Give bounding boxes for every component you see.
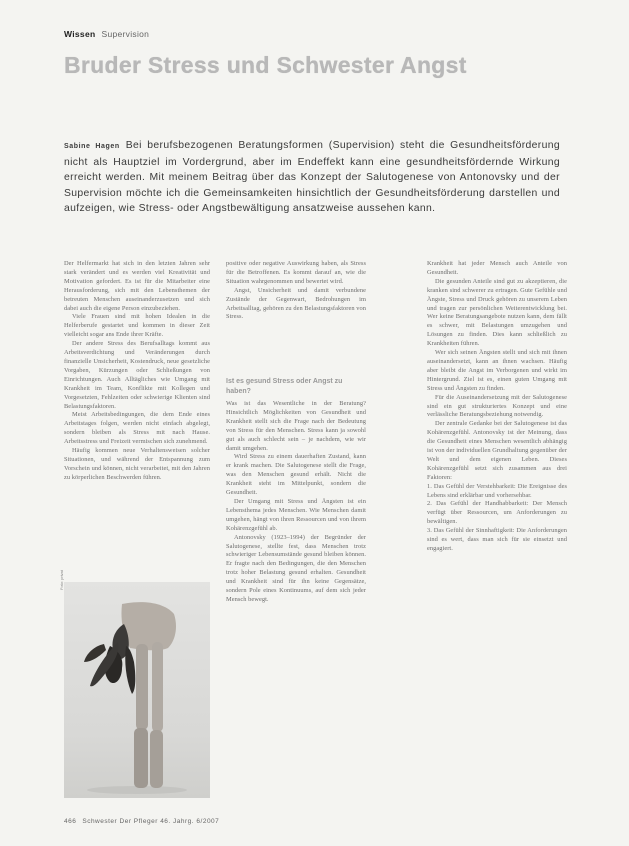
paragraph: Die gesunden Anteile sind gut zu akzeptieren, die kranken sind schwerer zu ertragen. Gute Gefühle und Ängste, Stress und Druck gehören zu unserem Leben und tragen zur persönlichen Weiterentwicklung bei. Wer keine Beratungsangebote nutzen kann, dem fällt es schwer, mit Belastungen umzugehen und Lösungen zu finden. Dies kann schließlich zu Krankheiten führen. (427, 277, 567, 348)
lead-text: Bei berufsbezogenen Beratungsformen (Supervision) steht die Gesundheitsförderung nicht als Hauptziel im Vordergrund, aber im Endeffekt kann eine gesundheitsfördernde Wirkung erreicht werden. Mit meinem Beitrag über das Konzept der Salutogenese von Antonovsky und der Supervision möchte ich die Gemeinsamkeiten hinsichtlich der Gesundheitsförderung darstellen und aufzeigen, wie Stress- oder Angstbewältigung ansatzweise aussehen kann. (64, 140, 560, 214)
article-lead (64, 138, 560, 217)
text-column-3 (427, 260, 567, 554)
paragraph: Wird Stress zu einem dauerhaften Zustand, kann er krank machen. Die Salutogenese stellt die Frage, was den Menschen gesund erhält. Nicht die Krankheit steht im Mittelpunkt, sondern die Gesundheit. (226, 453, 366, 497)
subsection-label: Supervision (101, 29, 150, 39)
paragraph: Der andere Stress des Berufsalltags kommt aus Arbeitsverdichtung und Veränderungen durch finanzielle Unsicherheit, Kostendruck, neue gesetzliche Vorgaben, Kürzungen oder Schließungen von Einrichtungen. Auch Alltägliches wie Umgang mit Krankheit im Team, Konflikte mit Kollegen und Vorgesetzten, Fehlzeiten oder schwierige Klienten sind Belastungsfaktoren. (64, 340, 210, 410)
bent-over-figure-illustration (64, 582, 210, 798)
section-subheading: Ist es gesund Stress oder Angst zu haben? (226, 378, 343, 395)
list-item: 3. Das Gefühl der Sinnhaftigkeit: Die Anforderungen sind es wert, dass man sich für sie einsetzt und engagiert. (427, 527, 567, 552)
page-footer (64, 818, 219, 825)
paragraph: Krankheit hat jeder Mensch auch Anteile von Gesundheit. (427, 260, 567, 276)
list-item: 2. Das Gefühl der Handhabbarkeit: Der Mensch verfügt über Ressourcen, um Anforderungen zu bewältigen. (427, 500, 567, 526)
list-item: 1. Das Gefühl der Verstehbarkeit: Die Ereignisse des Lebens sind erklärbar und vorhersehbar. (427, 482, 567, 499)
page-number: 466 (64, 818, 77, 825)
paragraph: Meist Arbeitsbedingungen, die dem Ende eines Arbeitstages folgen, werden nicht einfach abgelegt, sondern bleiben als Stress mit nach Hause. Arbeitsstress und Freizeit vermischen sich zunehmend. (64, 411, 210, 446)
text-column-1 (64, 260, 210, 483)
paragraph: Der Helfermarkt hat sich in den letzten Jahren sehr stark verändert und es werden viel Kreativität und Motivation gefordert. Es ist für die Mitarbeiter eine Herausforderung, sich mit den Lebensthemen der betreuten Menschen auseinanderzusetzen und sich dabei auch die eigene Person einzubeziehen. (64, 260, 210, 312)
paragraph: positive oder negative Auswirkung haben, als Stress für die Betroffenen. Es kommt darauf an, wie die Situation wahrgenommen und bewertet wird. (226, 260, 366, 285)
journal-name: Schwester Der Pfleger 46. Jahrg. 6/2007 (82, 818, 220, 825)
article-title: Bruder Stress und Schwester Angst (64, 52, 467, 78)
text-column-2-bottom (226, 400, 366, 605)
paragraph: Der Umgang mit Stress und Ängsten ist ein Lebensthema jedes Menschen. Wie Menschen damit umgehen, hängt von ihren Ressourcen und von ihrem Kohärenzgefühl ab. (226, 497, 366, 532)
paragraph: Wer sich seinen Ängsten stellt und sich mit ihnen auseinandersetzt, kann an ihnen wachsen. Häufig aber bleibt die Angst im Verborgenen und wirkt im Hintergrund. Ziel ist es, einen guten Umgang mit Stress und Ängsten zu finden. (427, 349, 567, 392)
text-column-2-top (226, 260, 366, 322)
paragraph: Häufig kommen neue Verhaltensweisen solcher Situationen, und während der Entspannung zum Vorschein und können, nicht verarbeitet, mit den Jahren zu körperlichen Beschwerden führen. (64, 447, 210, 481)
paragraph: Viele Frauen sind mit hohen Idealen in die Helferberufe gestartet und kommen in dieser Zeit vielleicht sogar ans Ende ihrer Kräfte. (64, 313, 210, 339)
section-label: Wissen (64, 29, 96, 39)
photo-credit: Foto: privat (59, 569, 64, 590)
article-photo (64, 582, 210, 798)
paragraph: Antonovsky (1923–1994) der Begründer der Salutogenese, stellte fest, dass Menschen trotz schwieriger Lebensumstände gesund bleiben können. Er fragte nach den Bedingungen, die den Menschen trotz hoher Belastung gesund erhalten. Gesundheit und Krankheit sind für ihn keine Gegensätze, sondern Pole eines Kontinuums, auf dem sich jeder Mensch bewegt. (226, 533, 366, 603)
author-name: Sabine Hagen (64, 143, 120, 150)
paragraph: Der zentrale Gedanke bei der Salutogenese ist das Kohärenzgefühl. Antonovsky ist der Meinung, dass die Gesundheit eines Menschen wesentlich abhängig ist von der individuellen Grundhaltung gegenüber der Welt und dem eigenen Leben. Dieses Kohärenzgefühl setzt sich zusammen aus drei Faktoren: (427, 420, 567, 481)
paragraph: Angst, Unsicherheit und damit verbundene Zustände der Gegenwart, Bedrohungen im Arbeitsalltag, gehören zu den Belastungsfaktoren von Stress. (226, 286, 366, 321)
paragraph: Was ist das Wesentliche in der Beratung? Hinsichtlich Möglichkeiten von Gesundheit und Krankheit stellt sich die Frage nach der Bedeutung von Stress für den Menschen. Stress kann ja sowohl gut als auch schlecht sein – je nachdem, wie wir damit umgehen. (226, 400, 366, 452)
section-kicker (64, 29, 149, 39)
paragraph: Für die Auseinandersetzung mit der Salutogenese sind ein gut strukturiertes Konzept und eine verlässliche Beratungsbeziehung notwendig. (427, 393, 567, 419)
